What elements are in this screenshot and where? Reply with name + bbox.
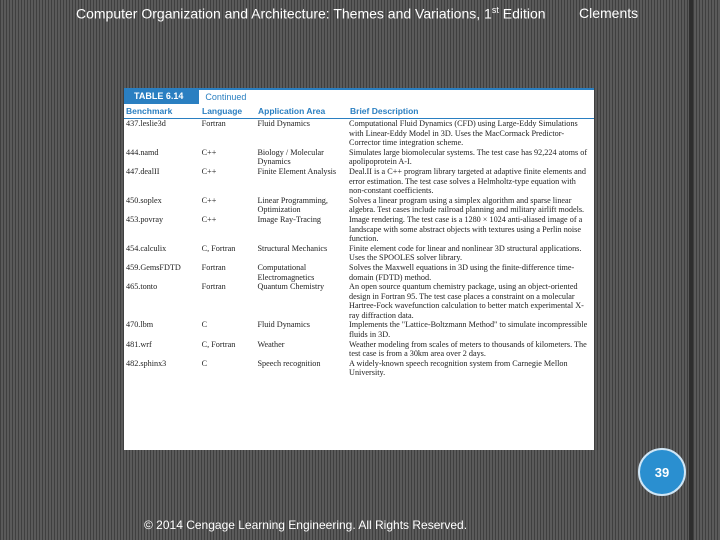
slide-header bbox=[0, 0, 690, 26]
table-continued-label: Continued bbox=[199, 90, 594, 104]
cell-description: A widely-known speech recognition system from Carnegie Mellon University. bbox=[349, 358, 568, 378]
cell-language: C++ bbox=[201, 214, 217, 224]
table-row bbox=[124, 215, 594, 244]
cell-benchmark: 482.sphinx3 bbox=[126, 358, 167, 368]
cell-language: C, Fortran bbox=[201, 243, 236, 253]
column-header-brief-description: Brief Description bbox=[350, 106, 419, 116]
table-row bbox=[124, 196, 594, 215]
table-number: TABLE 6.14 bbox=[124, 88, 189, 104]
cell-area: Quantum Chemistry bbox=[257, 282, 325, 292]
cell-description: Image rendering. The test case is a 1280 × 1024 anti-aliased image of a landscape with some abstract objects with textures using a Perlin noise function. bbox=[349, 214, 583, 244]
cell-language: C++ bbox=[201, 195, 217, 205]
table-row bbox=[124, 167, 594, 196]
cell-benchmark: 437.leslie3d bbox=[126, 119, 166, 128]
cell-language: C, Fortran bbox=[201, 339, 236, 349]
copyright-footer: © 2014 Cengage Learning Engineering. All Rights Reserved. bbox=[144, 518, 468, 532]
cell-language: Fortran bbox=[201, 262, 226, 272]
page-number-badge: 39 bbox=[638, 448, 686, 496]
cell-benchmark: 447.dealII bbox=[126, 166, 160, 176]
table-body bbox=[124, 119, 594, 378]
table-row bbox=[124, 148, 594, 167]
title-superscript: st bbox=[491, 5, 499, 15]
cell-area: Weather bbox=[257, 339, 285, 349]
cell-benchmark: 481.wrf bbox=[126, 339, 152, 349]
slide-author: Clements bbox=[579, 5, 639, 21]
table-row bbox=[124, 263, 594, 282]
cell-language: C++ bbox=[201, 147, 217, 157]
cell-benchmark: 450.soplex bbox=[126, 195, 162, 205]
right-divider bbox=[689, 0, 693, 540]
table-caption-bar bbox=[124, 88, 594, 104]
table-figure bbox=[124, 88, 594, 450]
cell-benchmark: 465.tonto bbox=[126, 282, 158, 292]
cell-description: An open source quantum chemistry package, using an object-oriented design in Fortran 95. The test case places a constraint on a molecular Hartree-Fock wavefunction calculation to better match experimental X-ray diffraction data. bbox=[349, 282, 584, 320]
cell-benchmark: 454.calculix bbox=[126, 243, 167, 253]
table-row bbox=[124, 119, 594, 148]
cell-area: Image Ray-Tracing bbox=[257, 214, 322, 224]
cell-language: C bbox=[201, 320, 208, 330]
cell-language: C bbox=[201, 358, 208, 368]
cell-benchmark: 444.namd bbox=[126, 147, 159, 157]
cell-description: Solves a linear program using a simplex algorithm and sparse linear algebra. Test cases include railroad planning and military airlift models. bbox=[349, 195, 585, 215]
cell-description: Deal.II is a C++ program library targeted at adaptive finite elements and error estimation. The test case solves a Helmholtz-type equation with non-constant coefficients. bbox=[349, 166, 586, 196]
cell-language: Fortran bbox=[201, 282, 226, 292]
table-row bbox=[124, 282, 594, 320]
cell-area: Biology / Molecular Dynamics bbox=[257, 147, 324, 167]
cell-area: Linear Programming, Optimization bbox=[257, 195, 328, 215]
cell-language: Fortran bbox=[201, 119, 226, 128]
table-row bbox=[124, 244, 594, 263]
cell-description: Solves the Maxwell equations in 3D using the finite-difference time-domain (FDTD) method. bbox=[349, 262, 575, 282]
cell-area: Fluid Dynamics bbox=[257, 320, 310, 330]
cell-area: Structural Mechanics bbox=[257, 243, 328, 253]
table-row bbox=[124, 340, 594, 359]
cell-description: Simulates large biomolecular systems. The test case has 92,224 atoms of apolipoprotein A-I. bbox=[349, 147, 588, 167]
cell-benchmark: 470.lbm bbox=[126, 320, 154, 330]
cell-description: Implements the "Lattice-Boltzmann Method" to simulate incompressible fluids in 3D. bbox=[349, 320, 588, 340]
column-header-language: Language bbox=[202, 106, 243, 116]
cell-area: Computational Electromagnetics bbox=[257, 262, 315, 282]
table-header-row bbox=[124, 105, 594, 119]
column-header-benchmark: Benchmark bbox=[126, 106, 173, 116]
cell-description: Computational Fluid Dynamics (CFD) using Large-Eddy Simulations with Linear-Eddy Model in 3D. Uses the MacCormack Predictor-Corrector time integration scheme. bbox=[349, 119, 578, 148]
cell-description: Finite element code for linear and nonlinear 3D structural applications. Uses the SPOOLES solver library. bbox=[349, 243, 582, 263]
table-row bbox=[124, 359, 594, 378]
cell-description: Weather modeling from scales of meters to thousands of kilometers. The test case is from a 30km area over 2 days. bbox=[349, 339, 587, 359]
cell-area: Finite Element Analysis bbox=[257, 166, 337, 176]
slide-title: Computer Organization and Architecture: Themes and Variations, 1st Edition bbox=[76, 5, 546, 22]
column-header-application-area: Application Area bbox=[258, 106, 326, 116]
cell-area: Speech recognition bbox=[257, 358, 321, 368]
cell-area: Fluid Dynamics bbox=[257, 119, 310, 128]
cell-language: C++ bbox=[201, 166, 217, 176]
cell-benchmark: 459.GemsFDTD bbox=[126, 262, 181, 272]
table-row bbox=[124, 320, 594, 339]
cell-benchmark: 453.povray bbox=[126, 214, 164, 224]
